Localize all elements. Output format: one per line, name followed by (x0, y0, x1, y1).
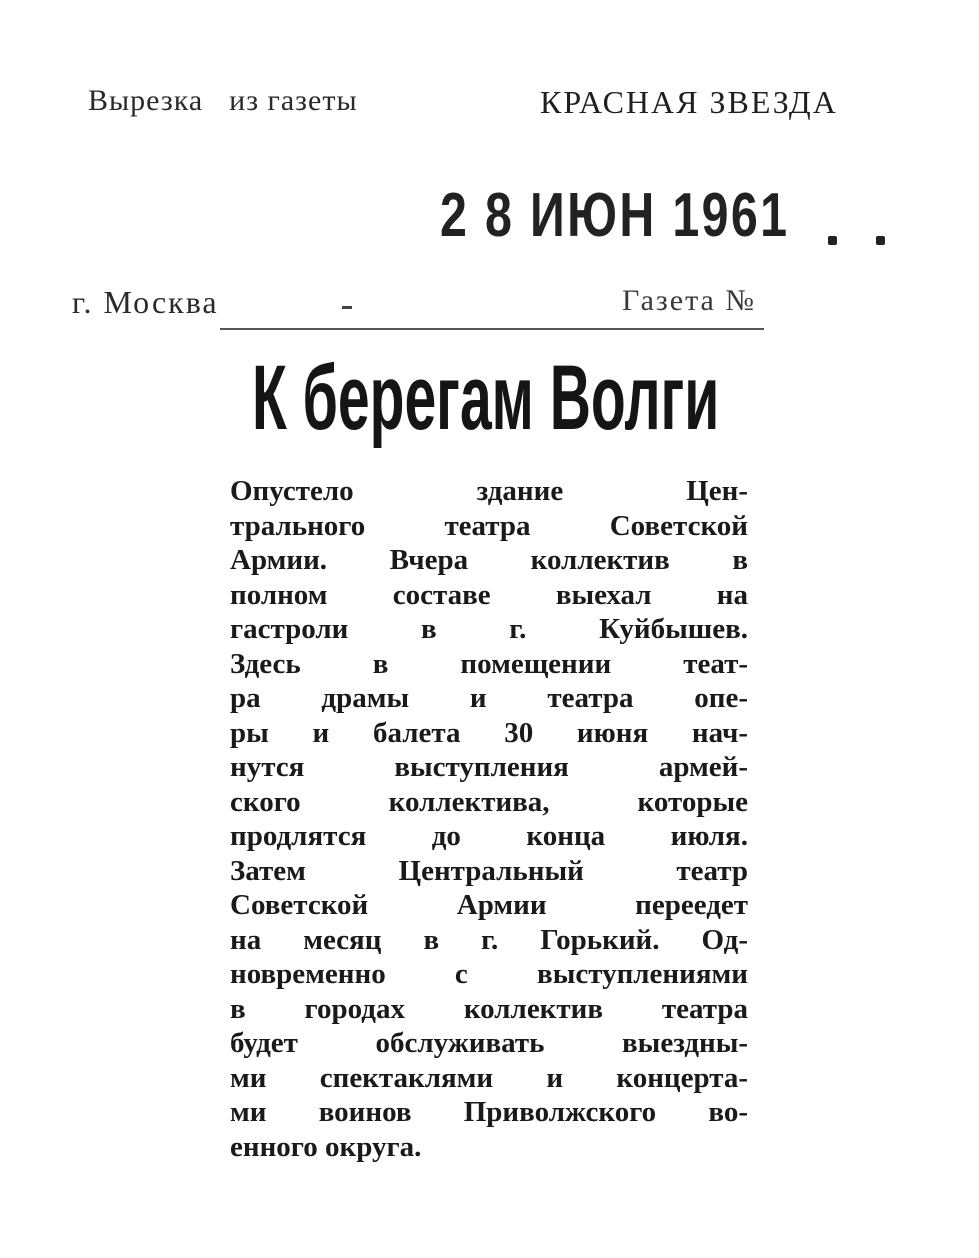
article-line: ры и балета 30 июня нач- (230, 716, 748, 749)
separator-dash (342, 306, 352, 309)
stamp-dot (828, 236, 837, 245)
stamp-dot (876, 236, 885, 245)
article-line: Армии. Вчера коллектив в (230, 544, 748, 576)
article-title: К берегам Волги (252, 347, 720, 449)
article-line: новременно с выступлениями (230, 958, 748, 990)
header-rule (220, 328, 764, 330)
article-line: полном составе выехал на (230, 578, 748, 611)
article-line: на месяц в г. Горький. Од- (230, 923, 748, 956)
article-line: Здесь в помещении теат- (230, 647, 748, 680)
clipping-label-source: из газеты (229, 84, 358, 117)
article-line: Опустело здание Цен- (230, 475, 748, 507)
article-body (230, 474, 748, 1164)
newspaper-name: КРАСНАЯ ЗВЕЗДА (540, 84, 838, 120)
article-line: ми спектаклями и концерта- (230, 1061, 748, 1094)
article-line: ми воинов Приволжского во- (230, 1096, 748, 1128)
article-line: Затем Центральный театр (230, 854, 748, 887)
article-line: Советской Армии переедет (230, 889, 748, 921)
article-line: трального театра Советской (230, 509, 748, 542)
article-line: гастроли в г. Куйбышев. (230, 613, 748, 645)
date-stamp: 2 8 ИЮН 1961 (440, 181, 790, 250)
article-line: нутся выступления армей- (230, 751, 748, 783)
article-line: ра драмы и театра опе- (230, 682, 748, 714)
article-line: енного округа. (230, 1130, 422, 1163)
issue-label: Газета № (622, 284, 756, 317)
article-line: ского коллектива, которые (230, 785, 748, 818)
article-line: продлятся до конца июля. (230, 820, 748, 852)
city-label: г. Москва (72, 284, 219, 320)
clipping-header-label (88, 84, 358, 118)
article-line: в городах коллектив театра (230, 992, 748, 1025)
article-line: будет обслуживать выездны- (230, 1027, 748, 1059)
clipping-label-word: Вырезка (88, 84, 204, 117)
